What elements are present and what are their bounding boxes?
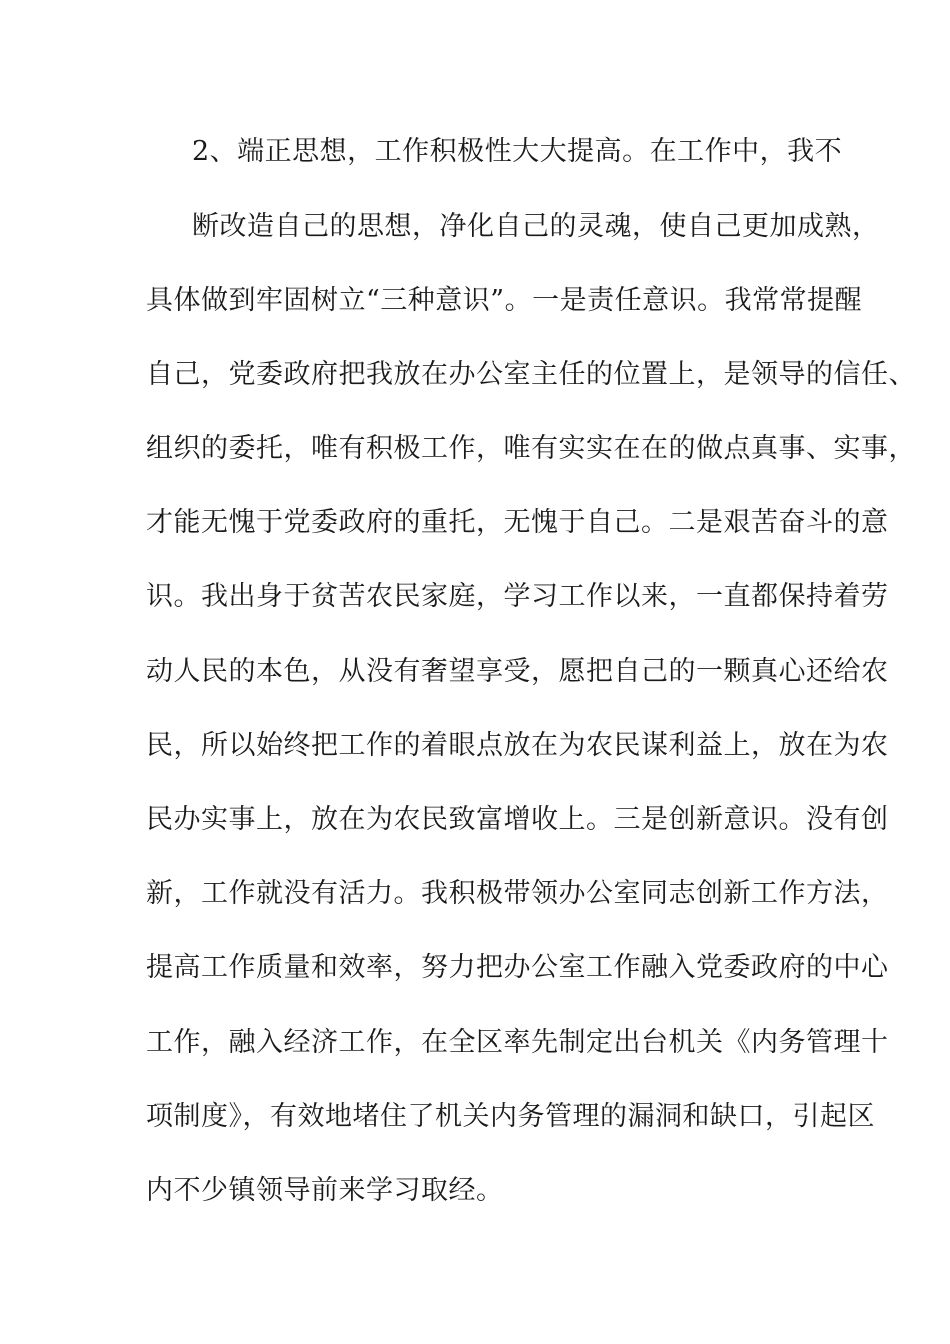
paragraph-line: 才能无愧于党委政府的重托，无愧于自己。二是艰苦奋斗的意 [146,507,889,538]
paragraph-line: 提高工作质量和效率，努力把办公室工作融入党委政府的中心 [146,952,889,983]
paragraph-line: 内不少镇领导前来学习取经。 [146,1175,504,1206]
paragraph-line: 动人民的本色，从没有奢望享受，愿把自己的一颗真心还给农 [146,656,889,687]
paragraph-line: 具体做到牢固树立“三种意识”。一是责任意识。我常常提醒 [146,285,863,316]
paragraph-line: 自己，党委政府把我放在办公室主任的位置上，是领导的信任、 [146,359,916,390]
paragraph-line: 2、端正思想，工作积极性大大提高。在工作中，我不 [192,136,843,167]
paragraph-line: 工作，融入经济工作，在全区率先制定出台机关《内务管理十 [146,1027,889,1058]
paragraph-line: 组织的委托，唯有积极工作，唯有实实在在的做点真事、实事， [146,433,916,464]
paragraph-line: 识。我出身于贫苦农民家庭，学习工作以来，一直都保持着劳 [146,581,889,612]
paragraph-line: 项制度》，有效地堵住了机关内务管理的漏洞和缺口，引起区 [146,1101,875,1132]
paragraph-line: 新，工作就没有活力。我积极带领办公室同志创新工作方法， [146,878,889,909]
paragraph-line: 断改造自己的思想，净化自己的灵魂，使自己更加成熟， [192,211,880,242]
paragraph-line: 民，所以始终把工作的着眼点放在为农民谋利益上，放在为农 [146,730,889,761]
paragraph-line: 民办实事上，放在为农民致富增收上。三是创新意识。没有创 [146,804,889,835]
